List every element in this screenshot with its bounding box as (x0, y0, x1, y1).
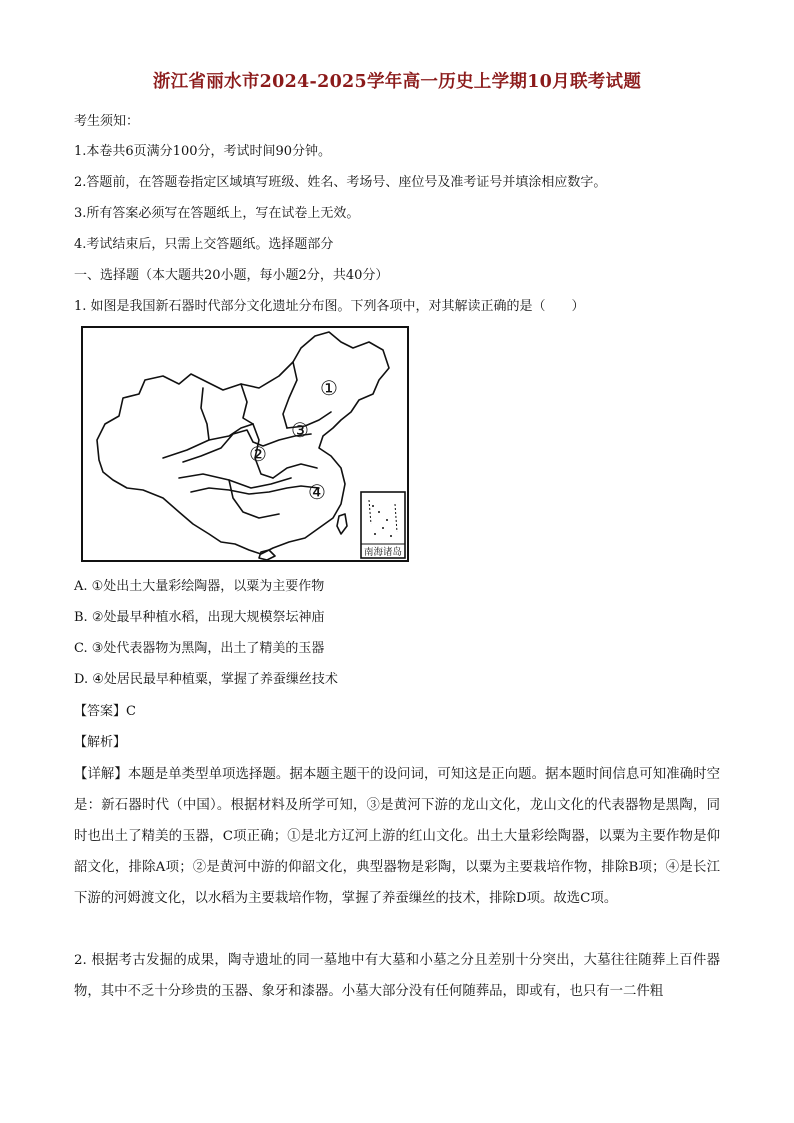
site-marker-4: ④ (308, 480, 326, 504)
option-d: D. ④处居民最早种植粟，掌握了养蚕缫丝技术 (74, 672, 338, 687)
question-2-text: 2. 根据考古发掘的成果，陶寺遗址的同一墓地中有大墓和小墓之分且差别十分突出，大墓往往随葬上百件器物，其中不乏十分珍贵的玉器、象牙和漆器。小墓大部分没有任何随葬品，即或有，也只有一二件粗 (74, 953, 720, 999)
analysis-label: 【解析】 (74, 735, 127, 750)
notice-item-3: 3.所有答案必须写在答题纸上，写在试卷上无效。 (74, 206, 360, 221)
answer-value: C (126, 704, 136, 719)
south-china-sea-inset (361, 492, 405, 558)
notice-item-2: 2.答题前，在答题卷指定区域填写班级、姓名、考场号、座位号及准考证号并填涂相应数字。 (74, 175, 607, 190)
detail-paragraph (74, 759, 720, 914)
option-a: A. ①处出土大量彩绘陶器，以粟为主要作物 (74, 579, 325, 594)
exam-title: 浙江省丽水市2024-2025学年高一历史上学期10月联考试题 (152, 72, 642, 92)
site-marker-3: ③ (291, 418, 309, 442)
detail-text: 本题是单类型单项选择题。据本题主题干的设问词，可知这是正向题。据本题时间信息可知准确时空是：新石器时代（中国）。根据材料及所学可知，③是黄河下游的龙山文化，龙山文化的代表器物是黑陶，同时也出土了精美的玉器，C项正确；①是北方辽河上游的红山文化。出土大量彩绘陶器，以粟为主要作物是仰韶文化，排除A项；②是黄河中游的仰韶文化，典型器物是彩陶，以粟为主要栽培作物，排除B项；④是长江下游的河姆渡文化，以水稻为主要栽培作物，掌握了养蚕缫丝的技术，排除D项。故选C项。 (74, 767, 721, 906)
option-b: B. ②处最早种植水稻，出现大规模祭坛神庙 (74, 610, 325, 625)
option-c: C. ③处代表器物为黑陶，出土了精美的玉器 (74, 641, 325, 656)
inset-label: 南海诸岛 (363, 547, 403, 558)
notice-item-1: 1.本卷共6页满分100分，考试时间90分钟。 (74, 144, 332, 159)
question-1-stem: 1. 如图是我国新石器时代部分文化遗址分布图。下列各项中，对其解读正确的是（ ） (74, 299, 585, 314)
answer-line (74, 702, 136, 722)
china-outline-map (83, 328, 407, 560)
section-heading: 一、选择题（本大题共20小题，每小题2分，共40分） (74, 268, 389, 283)
neolithic-sites-map (81, 326, 409, 562)
site-marker-2: ② (249, 442, 267, 466)
notice-item-4: 4.考试结束后，只需上交答题纸。选择题部分 (74, 237, 334, 252)
detail-label: 【详解】 (74, 767, 128, 782)
site-marker-1: ① (320, 376, 338, 400)
answer-label: 【答案】 (74, 704, 127, 719)
notice-heading: 考生须知： (74, 114, 140, 129)
